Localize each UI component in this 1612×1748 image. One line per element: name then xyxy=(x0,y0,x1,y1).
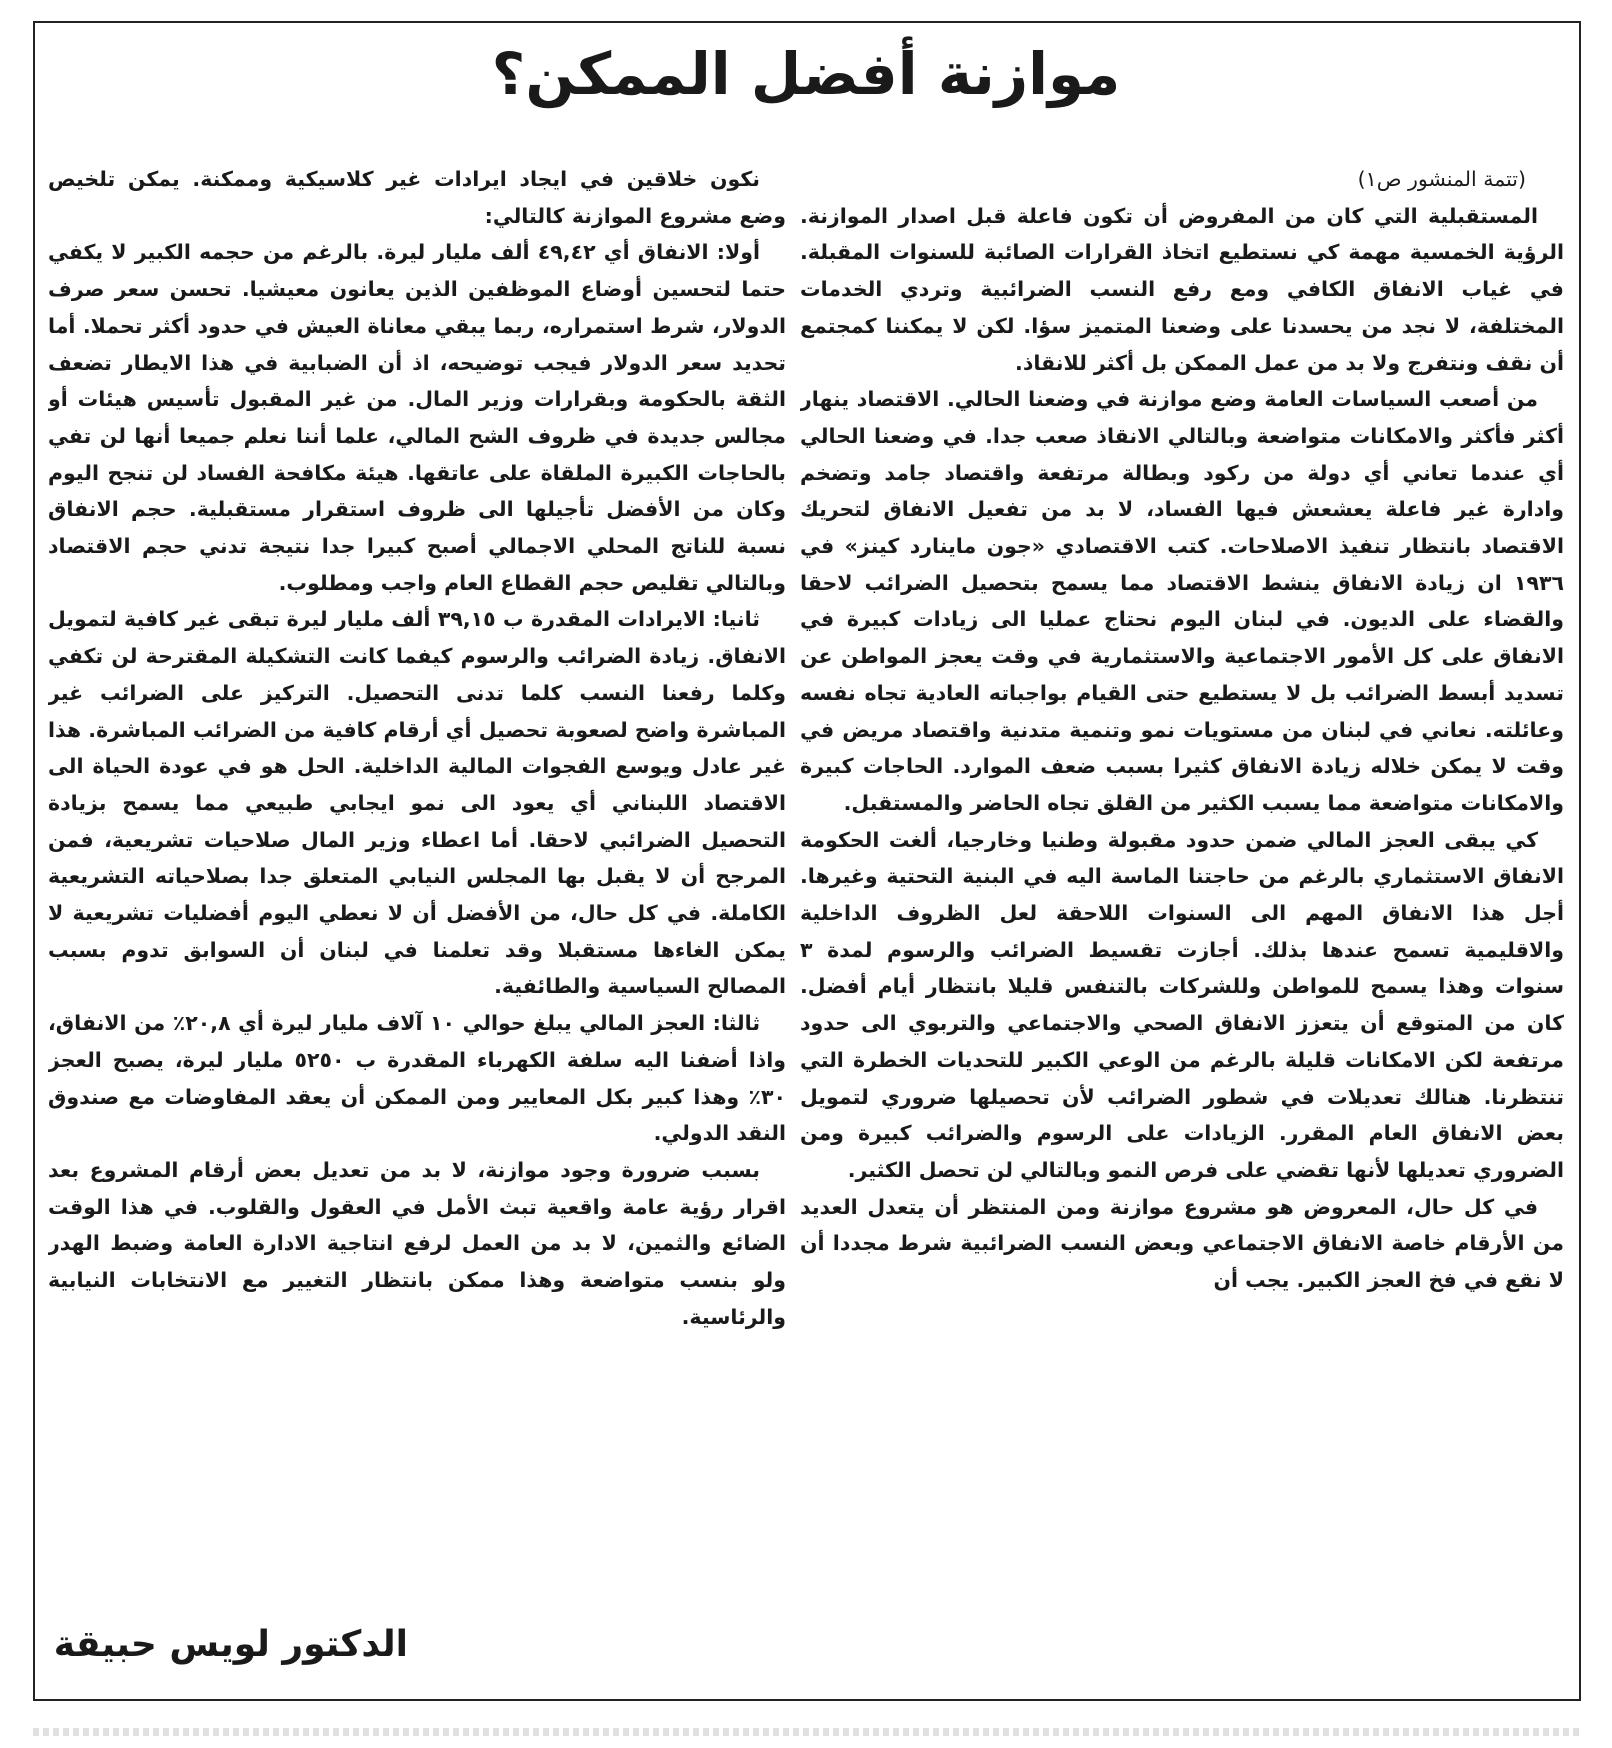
paragraph: كي يبقى العجز المالي ضمن حدود مقبولة وطنيا وخارجيا، ألغت الحكومة الانفاق الاستثماري بالرغم من حاجتنا الماسة اليه في البنية التحتية وغيرها. أجل هذا الانفاق المهم الى السنوات اللاحقة لعل الظروف الداخلية والاقليمية تسمح عندها بذلك. أجازت تقسيط الضرائب والرسوم لمدة ٣ سنوات وهذا يسمح للمواطن وللشركات بالتنفس قليلا بانتظار أيام أفضل. كان من المتوقع أن يتعزز الانفاق الصحي والاجتماعي والتربوي الى حدود مرتفعة لكن الامكانات قليلة بالرغم من الوعي الكبير للتحديات الخطرة التي تنتظرنا. هنالك تعديلات في شطور الضرائب لأن تحصيلها ضروري لتمويل بعض الانفاق العام المقرر. الزيادات على الرسوم والضرائب كبيرة ومن الضروري تعديلها لأنها تقضي على فرص النمو وبالتالي لن تحصل الكثير. xyxy=(800,827,1564,1182)
paragraph: نكون خلاقين في ايجاد ايرادات غير كلاسيكية وممكنة. يمكن تلخيص وضع مشروع الموازنة كالتالي: xyxy=(48,167,786,228)
paragraph: ثانيا: الايرادات المقدرة ب ٣٩,١٥ ألف مليار ليرة تبقى غير كافية لتمويل الانفاق. زيادة الضرائب والرسوم كيفما كانت التشكيلة المقترحة لن تكفي وكلما رفعنا النسب كلما تدنى التحصيل. التركيز على الضرائب غير المباشرة واضح لصعوبة تحصيل أي أرقام كافية من الضرائب المباشرة. هذا غير عادل ويوسع الفجوات المالية الداخلية. الحل هو في عودة الحياة الى الاقتصاد اللبناني أي يعود الى نمو ايجابي طبيعي مما يسمح بزيادة التحصيل الضرائبي لاحقا. أما اعطاء وزير المال صلاحيات تشريعية، فمن المرجح أن لا يقبل بها المجلس النيابي المتعلق جدا بصلاحياته التشريعية الكاملة. في كل حال، من الأفضل أن لا نعطي اليوم أفضليات تشريعية لا يمكن الغاءها مستقبلا وقد تعلمنا في لبنان أن السوابق تدوم بسبب المصالح السياسية والطائفية. xyxy=(48,607,786,999)
continuation-note: (تتمة المنشور ص١) xyxy=(1357,167,1526,191)
author-signature: الدكتور لويس حبيقة xyxy=(53,1624,408,1665)
article-column-right xyxy=(800,161,1564,1666)
paragraph: أولا: الانفاق أي ٤٩,٤٢ ألف مليار ليرة. بالرغم من حجمه الكبير لا يكفي حتما لتحسين أوضاع الموظفين الذين يعانون معيشيا. تحسن سعر صرف الدولار، شرط استمراره، ربما يبقي معاناة العيش في حدود أكثر تحملا. أما تحديد سعر الدولار فيجب توضيحه، اذ أن الضبابية في هذا الايطار تضعف الثقة بالحكومة وبقرارات وزير المال. من غير المقبول تأسيس هيئات أو مجالس جديدة في ظروف الشح المالي، علما أننا نعلم جميعا أنها لن تفي بالحاجات الكبيرة الملقاة على عاتقها. هيئة مكافحة الفساد لن تنجح اليوم وكان من الأفضل تأجيلها الى ظروف استقرار مستقبلية. حجم الانفاق نسبة للناتج المحلي الاجمالي أصبح كبيرا جدا نتيجة تدني حجم الاقتصاد وبالتالي تقليص حجم القطاع العام واجب ومطلوب. xyxy=(48,240,786,595)
cropped-footer-text xyxy=(33,1728,1581,1736)
article-column-left xyxy=(48,161,786,1621)
paragraph: ثالثا: العجز المالي يبلغ حوالي ١٠ آلاف مليار ليرة أي ٢٠,٨٪ من الانفاق، واذا أضفنا اليه سلفة الكهرباء المقدرة ب ٥٢٥٠ مليار ليرة، يصبح العجز ٣٠٪ وهذا كبير بكل المعايير ومن الممكن أن يعقد المفاوضات مع صندوق النقد الدولي. xyxy=(48,1011,786,1146)
paragraph: من أصعب السياسات العامة وضع موازنة في وضعنا الحالي. الاقتصاد ينهار أكثر فأكثر والامكانات متواضعة وبالتالي الانقاذ صعب جدا. في وضعنا الحالي أي عندما تعاني أي دولة من ركود وبطالة مرتفعة واقتصاد جامد وتضخم وادارة غير فاعلة يعشعش فيها الفساد، لا بد من تفعيل الانفاق لتحريك الاقتصاد بانتظار تنفيذ الاصلاحات. كتب الاقتصادي «جون ماينارد كينز» في ١٩٣٦ ان زيادة الانفاق ينشط الاقتصاد مما يسمح بتحصيل الضرائب لاحقا والقضاء على الديون. في لبنان اليوم نحتاج عمليا الى زيادات كبيرة في الانفاق على كل الأمور الاجتماعية والاستثمارية في وقت يعجز المواطن عن تسديد أبسط الضرائب بل لا يستطيع حتى القيام بواجباته العادية تجاه نفسه وعائلته. نعاني في لبنان من مستويات نمو وتنمية متدنية واقتصاد مريض في وقت لا يمكن خلاله زيادة الانفاق كثيرا بسبب ضعف الموارد. الحاجات كبيرة والامكانات متواضعة مما يسبب الكثير من القلق تجاه الحاضر والمستقبل. xyxy=(800,387,1564,815)
article-title: موازنة أفضل الممكن؟ xyxy=(491,40,1121,108)
paragraph: بسبب ضرورة وجود موازنة، لا بد من تعديل بعض أرقام المشروع بعد اقرار رؤية عامة واقعية تبث الأمل في العقول والقلوب. في هذا الوقت الضائع والثمين، لا بد من العمل لرفع انتاجية الادارة العامة وضبط الهدر ولو بنسب متواضعة وهذا ممكن بانتظار التغيير مع الانتخابات النيابية والرئاسية. xyxy=(48,1157,786,1329)
paragraph: في كل حال، المعروض هو مشروع موازنة ومن المنتظر أن يتعدل العديد من الأرقام خاصة الانفاق الاجتماعي وبعض النسب الضرائبية شرط مجددا أن لا نقع في فخ العجز الكبير. يجب أن xyxy=(800,1194,1564,1293)
paragraph: المستقبلية التي كان من المفروض أن تكون فاعلة قبل اصدار الموازنة. الرؤية الخمسية مهمة كي نستطيع اتخاذ القرارات الصائبة للسنوات المقبلة. في غياب الانفاق الكافي ومع رفع النسب الضرائبية وتردي الخدمات المختلفة، لا نجد من يحسدنا على وضعنا المتميز سؤا. لكن لا يمكننا كمجتمع أن نقف ونتفرج ولا بد من عمل الممكن بل أكثر للانقاذ. xyxy=(800,203,1564,375)
